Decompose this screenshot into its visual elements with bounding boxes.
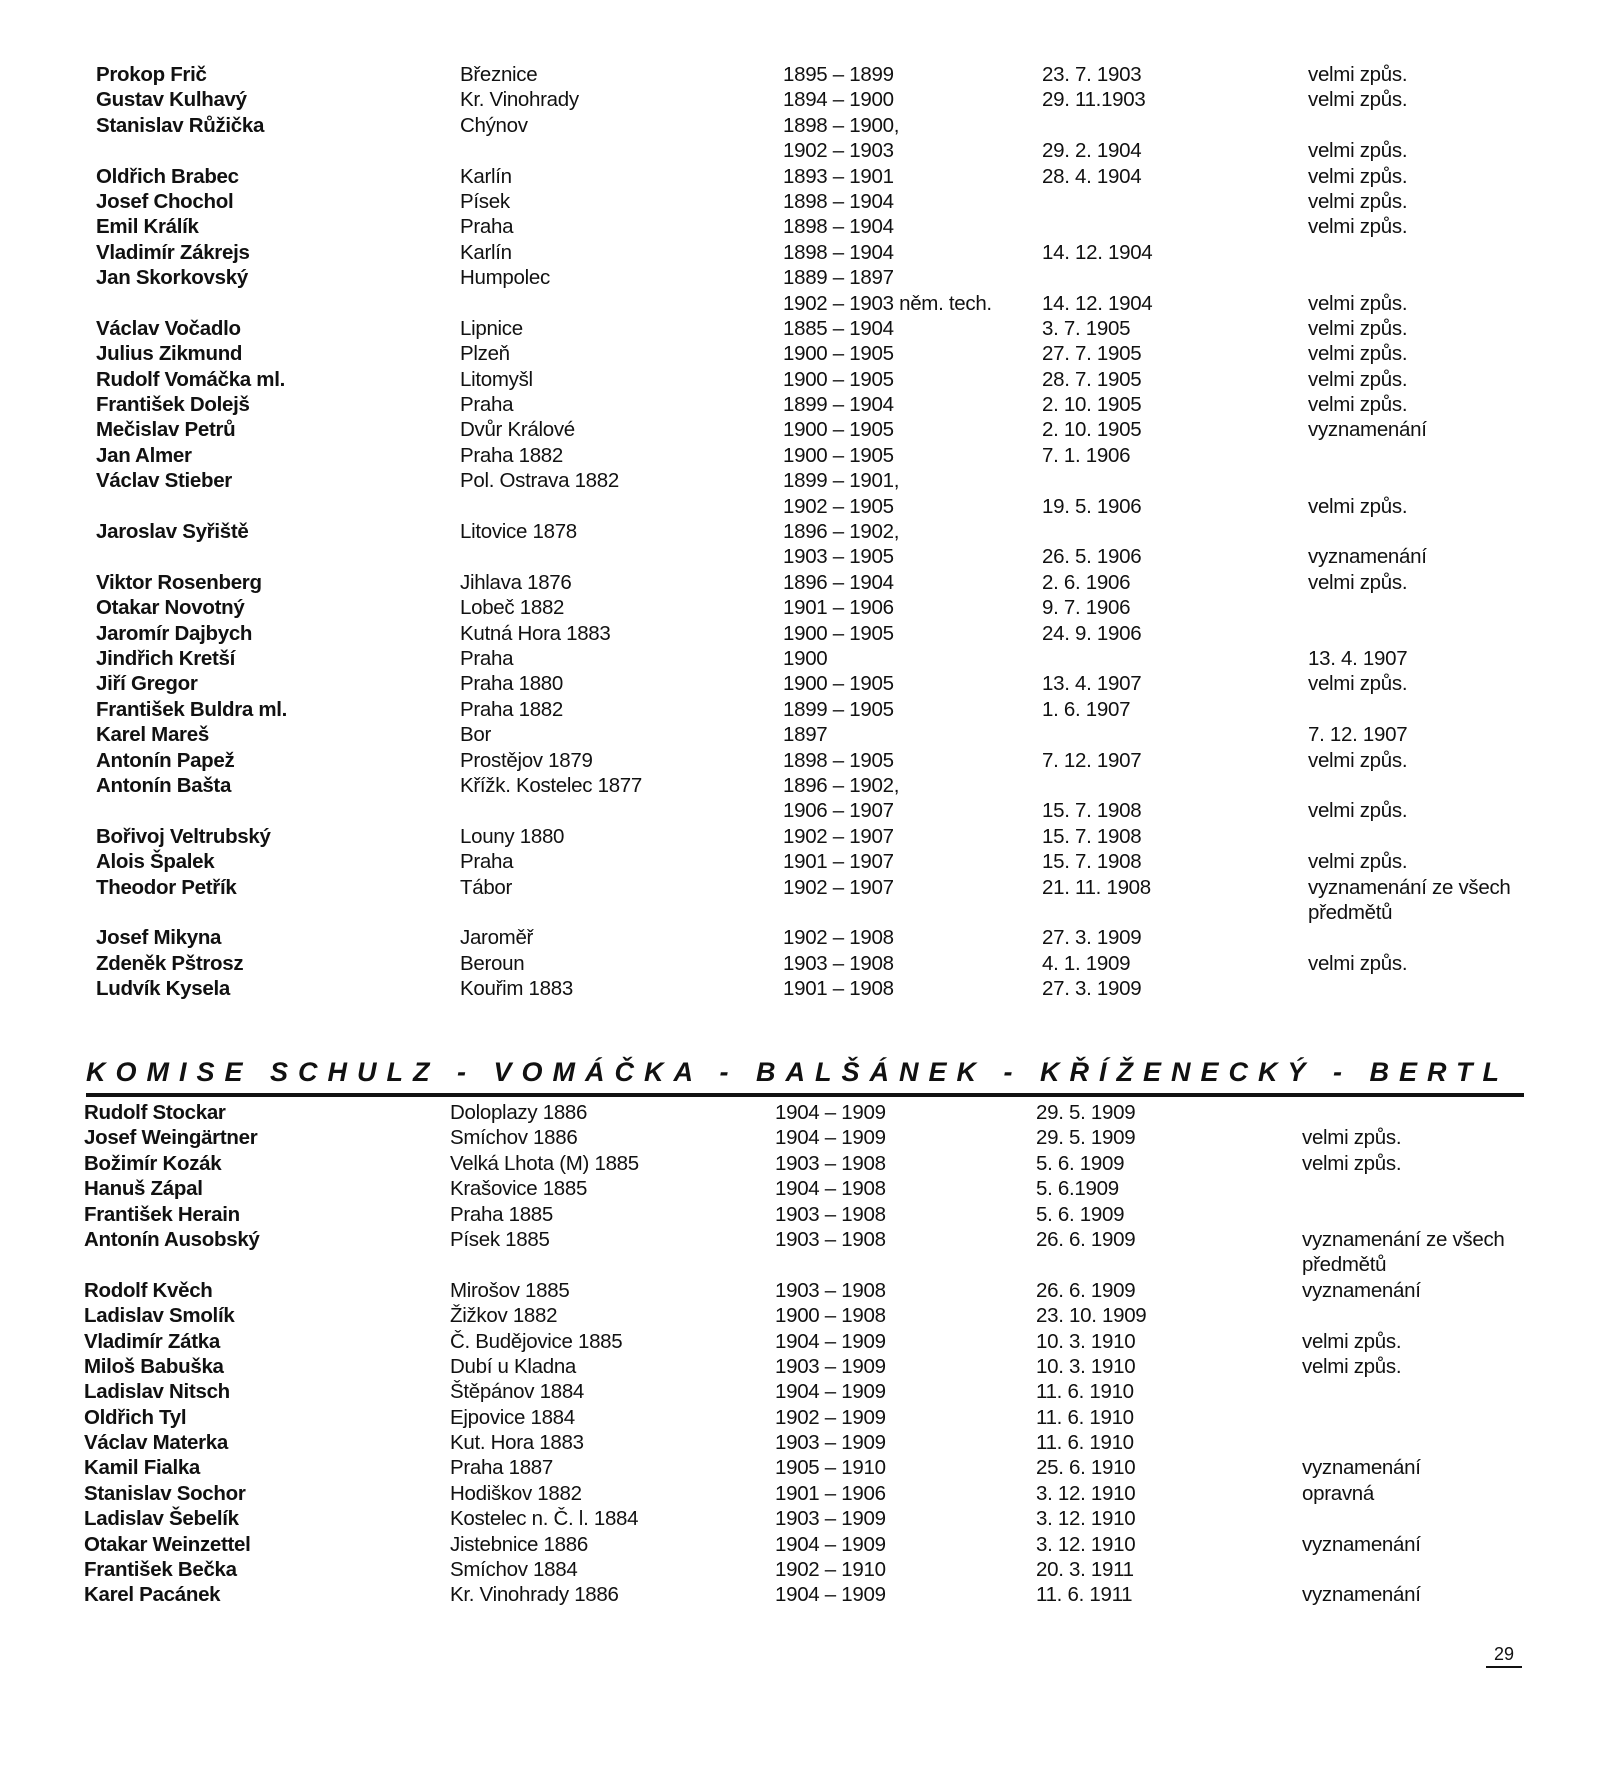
date-cell: 7. 1. 1906: [1042, 443, 1131, 467]
date-cell: 27. 7. 1905: [1042, 342, 1142, 366]
place-cell: Chýnov: [460, 113, 528, 137]
name-cell: Kamil Fialka: [84, 1456, 201, 1480]
table-row: [0, 798, 1600, 823]
place-cell: Prostějov 1879: [460, 748, 593, 772]
name-cell: František Buldra ml.: [96, 697, 288, 721]
name-cell: Prokop Frič: [96, 63, 207, 86]
date-cell: 29. 5. 1909: [1036, 1126, 1136, 1150]
date-cell: 14. 12. 1904: [1042, 291, 1153, 315]
place-cell: Beroun: [460, 951, 525, 975]
years-cell: 1904 – 1909: [775, 1101, 886, 1124]
table-row: [0, 113, 1600, 138]
name-cell: Vladimír Zátka: [84, 1329, 220, 1353]
place-cell: Praha: [460, 850, 514, 874]
name-cell: Jaromír Dajbych: [96, 621, 253, 645]
place-cell: Plzeň: [460, 342, 510, 366]
name-cell: Otakar Weinzettel: [84, 1532, 251, 1556]
name-cell: Rudolf Vomáčka ml.: [96, 367, 286, 391]
table-row: [0, 697, 1600, 722]
years-cell: 1904 – 1909: [775, 1126, 886, 1150]
table-row: [0, 1557, 1600, 1582]
place-cell: Karlín: [460, 240, 512, 264]
place-cell: Lipnice: [460, 316, 523, 340]
date-cell: 3. 12. 1910: [1036, 1532, 1136, 1556]
name-cell: Miloš Babuška: [84, 1354, 224, 1378]
note-cell: velmi způs.: [1308, 748, 1408, 772]
note-cell: velmi způs.: [1302, 1329, 1402, 1353]
years-cell: 1900: [783, 646, 828, 670]
table-row: [0, 519, 1600, 544]
table-row: [0, 722, 1600, 747]
table-row: [0, 62, 1600, 87]
note-cell: opravná: [1302, 1481, 1374, 1505]
date-cell: 14. 12. 1904: [1042, 240, 1153, 264]
place-cell: Bor: [460, 723, 492, 747]
table-row: [0, 392, 1600, 417]
table-row: [0, 494, 1600, 519]
date-cell: 13. 4. 1907: [1042, 672, 1142, 696]
years-cell: 1903 – 1908: [775, 1227, 886, 1251]
table-row: [0, 341, 1600, 366]
years-cell: 1904 – 1908: [775, 1177, 886, 1201]
table-row: [0, 1405, 1600, 1430]
note-cell: velmi způs.: [1308, 494, 1408, 518]
name-cell: Jan Almer: [96, 443, 192, 467]
table-row: [0, 468, 1600, 493]
table-row: [0, 1100, 1600, 1125]
place-cell: Jihlava 1876: [460, 570, 572, 594]
table-row: [0, 316, 1600, 341]
place-cell: Jistebnice 1886: [450, 1532, 588, 1556]
name-cell: Josef Weingärtner: [84, 1126, 258, 1150]
place-cell: Litovice 1878: [460, 520, 577, 544]
table-row: [0, 1303, 1600, 1328]
years-cell: 1901 – 1908: [783, 977, 894, 1001]
years-cell: 1898 – 1904: [783, 215, 894, 239]
table-row: [0, 900, 1600, 925]
place-cell: Pol. Ostrava 1882: [460, 469, 619, 493]
place-cell: Jaroměř: [460, 926, 534, 950]
years-cell: 1898 – 1904: [783, 189, 894, 213]
date-cell: 24. 9. 1906: [1042, 621, 1142, 645]
table-row: [0, 544, 1600, 569]
date-cell: 3. 12. 1910: [1036, 1507, 1136, 1531]
place-cell: Praha 1882: [460, 443, 564, 467]
table-row: [0, 976, 1600, 1001]
place-cell: Praha: [460, 393, 514, 417]
note-cell: 7. 12. 1907: [1308, 723, 1408, 747]
place-cell: Štěpánov 1884: [450, 1380, 585, 1404]
years-cell: 1903 – 1908: [783, 951, 894, 975]
note-cell: velmi způs.: [1308, 393, 1408, 417]
place-cell: Dubí u Kladna: [450, 1354, 577, 1378]
name-cell: Ludvík Kysela: [96, 977, 230, 1001]
name-cell: Karel Pacánek: [84, 1583, 221, 1607]
years-cell: 1903 – 1909: [775, 1507, 886, 1531]
name-cell: Ladislav Nitsch: [84, 1380, 230, 1404]
years-cell: 1905 – 1910: [775, 1456, 886, 1480]
table-row: [0, 773, 1600, 798]
place-cell: Tábor: [460, 875, 513, 899]
date-cell: 15. 7. 1908: [1042, 799, 1142, 823]
date-cell: 11. 6. 1910: [1036, 1405, 1134, 1429]
place-cell: Karlín: [460, 164, 512, 188]
table-row: [0, 621, 1600, 646]
date-cell: 19. 5. 1906: [1042, 494, 1142, 518]
name-cell: Jiří Gregor: [96, 672, 198, 696]
name-cell: Ladislav Smolík: [84, 1304, 235, 1328]
name-cell: Zdeněk Pštrosz: [96, 951, 244, 975]
name-cell: Oldřich Tyl: [84, 1405, 187, 1429]
date-cell: 2. 10. 1905: [1042, 393, 1142, 417]
years-cell: 1900 – 1908: [775, 1304, 886, 1328]
place-cell: Kostelec n. Č. l. 1884: [450, 1507, 639, 1531]
table-row: [0, 443, 1600, 468]
name-cell: Vladimír Zákrejs: [96, 240, 250, 264]
date-cell: 15. 7. 1908: [1042, 824, 1142, 848]
section-heading: KOMISE SCHULZ - VOMÁČKA - BALŠÁNEK - KŘÍŽENECKÝ - BERTL: [86, 1057, 1509, 1087]
note-cell: velmi způs.: [1308, 215, 1408, 239]
table-row: [0, 138, 1600, 163]
years-cell: 1902 – 1908: [783, 926, 894, 950]
years-cell: 1902 – 1905: [783, 494, 894, 518]
date-cell: 27. 3. 1909: [1042, 977, 1142, 1001]
years-cell: 1902 – 1910: [775, 1558, 886, 1582]
date-cell: 10. 3. 1910: [1036, 1354, 1136, 1378]
table-row: [0, 951, 1600, 976]
place-cell: Praha 1882: [460, 697, 564, 721]
years-cell: 1889 – 1897: [783, 266, 894, 290]
note-cell: vyznamenání: [1302, 1456, 1421, 1480]
note-cell: velmi způs.: [1308, 316, 1408, 340]
name-cell: Jindřich Kretší: [96, 646, 236, 670]
date-cell: 20. 3. 1911: [1036, 1558, 1134, 1582]
table-row: [0, 875, 1600, 900]
date-cell: 4. 1. 1909: [1042, 951, 1131, 975]
years-cell: 1900 – 1905: [783, 342, 894, 366]
name-cell: Rodolf Kvěch: [84, 1278, 213, 1302]
table-row: [0, 265, 1600, 290]
date-cell: 15. 7. 1908: [1042, 850, 1142, 874]
table-row: [0, 1455, 1600, 1480]
date-cell: 11. 6. 1911: [1036, 1583, 1133, 1607]
note-cell: vyznamenání: [1308, 545, 1427, 569]
place-cell: Březnice: [460, 63, 538, 86]
name-cell: Božimír Kozák: [84, 1151, 222, 1175]
date-cell: 28. 4. 1904: [1042, 164, 1142, 188]
name-cell: Hanuš Zápal: [84, 1177, 203, 1201]
note-cell: velmi způs.: [1308, 139, 1408, 163]
note-cell: vyznamenání: [1308, 418, 1427, 442]
date-cell: 3. 12. 1910: [1036, 1481, 1136, 1505]
table-row: [0, 925, 1600, 950]
years-cell: 1896 – 1902,: [783, 773, 900, 797]
name-cell: Josef Mikyna: [96, 926, 222, 950]
note-cell: velmi způs.: [1308, 951, 1408, 975]
note-cell: velmi způs.: [1308, 799, 1408, 823]
place-cell: Dvůr Králové: [460, 418, 575, 442]
date-cell: 9. 7. 1906: [1042, 596, 1131, 620]
date-cell: 1. 6. 1907: [1042, 697, 1131, 721]
note-cell: velmi způs.: [1308, 367, 1408, 391]
table-row: [0, 1125, 1600, 1150]
place-cell: Mirošov 1885: [450, 1278, 570, 1302]
place-cell: Doloplazy 1886: [450, 1101, 588, 1124]
years-cell: 1896 – 1902,: [783, 520, 900, 544]
years-cell: 1903 – 1909: [775, 1431, 886, 1455]
table-row: [0, 824, 1600, 849]
date-cell: 11. 6. 1910: [1036, 1380, 1134, 1404]
note-cell: velmi způs.: [1308, 342, 1408, 366]
table-row: [0, 1227, 1600, 1252]
place-cell: Písek: [460, 189, 510, 213]
table-row: [0, 1481, 1600, 1506]
date-cell: 7. 12. 1907: [1042, 748, 1142, 772]
name-cell: Julius Zikmund: [96, 342, 243, 366]
years-cell: 1906 – 1907: [783, 799, 894, 823]
date-cell: 5. 6. 1909: [1036, 1202, 1125, 1226]
place-cell: Praha 1887: [450, 1456, 554, 1480]
note-cell: velmi způs.: [1308, 164, 1408, 188]
date-cell: 29. 11.1903: [1042, 88, 1146, 112]
date-cell: 26. 6. 1909: [1036, 1227, 1136, 1251]
table-row: [0, 1329, 1600, 1354]
place-cell: Smíchov 1886: [450, 1126, 578, 1150]
place-cell: Humpolec: [460, 266, 550, 290]
table-row: [0, 1202, 1600, 1227]
graduates-table-1: [0, 62, 1600, 1001]
place-cell: Kouřim 1883: [460, 977, 573, 1001]
years-cell: 1901 – 1906: [775, 1481, 886, 1505]
years-cell: 1904 – 1909: [775, 1329, 886, 1353]
years-cell: 1898 – 1904: [783, 240, 894, 264]
name-cell: František Herain: [84, 1202, 240, 1226]
table-row: [0, 1430, 1600, 1455]
name-cell: Viktor Rosenberg: [96, 570, 262, 594]
years-cell: 1901 – 1906: [783, 596, 894, 620]
table-row: [0, 367, 1600, 392]
place-cell: Praha 1885: [450, 1202, 554, 1226]
name-cell: Karel Mareš: [96, 723, 209, 747]
name-cell: Václav Materka: [84, 1431, 228, 1455]
table-row: [0, 240, 1600, 265]
years-cell: 1903 – 1908: [775, 1202, 886, 1226]
years-cell: 1900 – 1905: [783, 367, 894, 391]
note-cell: 13. 4. 1907: [1308, 646, 1408, 670]
table-row: [0, 1532, 1600, 1557]
place-cell: Kut. Hora 1883: [450, 1431, 584, 1455]
date-cell: 5. 6. 1909: [1036, 1151, 1125, 1175]
name-cell: Ladislav Šebelík: [84, 1507, 239, 1531]
years-cell: 1902 – 1907: [783, 824, 894, 848]
note-cell: velmi způs.: [1308, 672, 1408, 696]
table-row: [0, 1354, 1600, 1379]
note-cell: předmětů: [1302, 1253, 1387, 1277]
years-cell: 1904 – 1909: [775, 1583, 886, 1607]
table-row: [0, 1582, 1600, 1607]
note-cell: velmi způs.: [1308, 850, 1408, 874]
table-row: [0, 671, 1600, 696]
years-cell: 1895 – 1899: [783, 63, 894, 86]
name-cell: Václav Vočadlo: [96, 316, 241, 340]
note-cell: velmi způs.: [1308, 291, 1408, 315]
place-cell: Kr. Vinohrady: [460, 88, 579, 112]
table-row: [0, 595, 1600, 620]
note-cell: vyznamenání ze všech: [1302, 1227, 1505, 1251]
table-row: [0, 214, 1600, 239]
date-cell: 23. 7. 1903: [1042, 63, 1142, 86]
name-cell: Stanislav Růžička: [96, 113, 265, 137]
place-cell: Litomyšl: [460, 367, 533, 391]
place-cell: Kr. Vinohrady 1886: [450, 1583, 619, 1607]
name-cell: Theodor Petřík: [96, 875, 237, 899]
note-cell: velmi způs.: [1308, 189, 1408, 213]
place-cell: Č. Budějovice 1885: [450, 1329, 623, 1353]
table-row: [0, 1176, 1600, 1201]
place-cell: Smíchov 1884: [450, 1558, 578, 1582]
table-row: [0, 1151, 1600, 1176]
years-cell: 1900 – 1905: [783, 621, 894, 645]
table-row: [0, 189, 1600, 214]
table-row: [0, 87, 1600, 112]
place-cell: Písek 1885: [450, 1227, 550, 1251]
place-cell: Praha: [460, 646, 514, 670]
date-cell: 29. 5. 1909: [1036, 1101, 1136, 1124]
years-cell: 1902 – 1909: [775, 1405, 886, 1429]
date-cell: 27. 3. 1909: [1042, 926, 1142, 950]
years-cell: 1900 – 1905: [783, 443, 894, 467]
table-row: [0, 291, 1600, 316]
place-cell: Ejpovice 1884: [450, 1405, 575, 1429]
date-cell: 2. 6. 1906: [1042, 570, 1131, 594]
note-cell: velmi způs.: [1308, 88, 1408, 112]
date-cell: 26. 6. 1909: [1036, 1278, 1136, 1302]
table-row: [0, 748, 1600, 773]
name-cell: Gustav Kulhavý: [96, 88, 247, 112]
note-cell: velmi způs.: [1308, 63, 1408, 86]
note-cell: velmi způs.: [1302, 1354, 1402, 1378]
years-cell: 1903 – 1905: [783, 545, 894, 569]
heading-rule: [86, 1093, 1524, 1097]
years-cell: 1902 – 1903 něm. tech.: [783, 291, 992, 315]
table-row: [0, 646, 1600, 671]
place-cell: Hodiškov 1882: [450, 1481, 582, 1505]
graduates-table-2: [0, 1100, 1600, 1608]
name-cell: František Bečka: [84, 1558, 237, 1582]
name-cell: Antonín Ausobský: [84, 1227, 260, 1251]
name-cell: Jaroslav Syřiště: [96, 520, 249, 544]
years-cell: 1896 – 1904: [783, 570, 894, 594]
place-cell: Křížk. Kostelec 1877: [460, 773, 643, 797]
years-cell: 1902 – 1903: [783, 139, 894, 163]
place-cell: Lobeč 1882: [460, 596, 565, 620]
table-row: [0, 417, 1600, 442]
note-cell: velmi způs.: [1302, 1151, 1402, 1175]
place-cell: Louny 1880: [460, 824, 565, 848]
name-cell: Josef Chochol: [96, 189, 234, 213]
name-cell: Antonín Papež: [96, 748, 235, 772]
years-cell: 1903 – 1908: [775, 1151, 886, 1175]
date-cell: 11. 6. 1910: [1036, 1431, 1134, 1455]
years-cell: 1900 – 1905: [783, 418, 894, 442]
date-cell: 2. 10. 1905: [1042, 418, 1142, 442]
table-row: [0, 849, 1600, 874]
date-cell: 10. 3. 1910: [1036, 1329, 1136, 1353]
note-cell: vyznamenání ze všech: [1308, 875, 1511, 899]
name-cell: Stanislav Sochor: [84, 1481, 246, 1505]
years-cell: 1904 – 1909: [775, 1380, 886, 1404]
date-cell: 3. 7. 1905: [1042, 316, 1131, 340]
years-cell: 1902 – 1907: [783, 875, 894, 899]
years-cell: 1899 – 1901,: [783, 469, 900, 493]
table-row: [0, 1278, 1600, 1303]
name-cell: Rudolf Stockar: [84, 1101, 226, 1124]
name-cell: Alois Špalek: [96, 850, 215, 874]
years-cell: 1903 – 1909: [775, 1354, 886, 1378]
note-cell: předmětů: [1308, 900, 1393, 924]
date-cell: 29. 2. 1904: [1042, 139, 1142, 163]
date-cell: 21. 11. 1908: [1042, 875, 1151, 899]
place-cell: Praha 1880: [460, 672, 564, 696]
years-cell: 1899 – 1904: [783, 393, 894, 417]
date-cell: 23. 10. 1909: [1036, 1304, 1147, 1328]
name-cell: František Dolejš: [96, 393, 250, 417]
table-row: [0, 1252, 1600, 1277]
years-cell: 1899 – 1905: [783, 697, 894, 721]
years-cell: 1904 – 1909: [775, 1532, 886, 1556]
note-cell: vyznamenání: [1302, 1278, 1421, 1302]
place-cell: Žižkov 1882: [450, 1304, 558, 1328]
name-cell: Emil Králík: [96, 215, 199, 239]
years-cell: 1885 – 1904: [783, 316, 894, 340]
years-cell: 1894 – 1900: [783, 88, 894, 112]
years-cell: 1897: [783, 723, 828, 747]
note-cell: vyznamenání: [1302, 1583, 1421, 1607]
note-cell: velmi způs.: [1308, 570, 1408, 594]
date-cell: 28. 7. 1905: [1042, 367, 1142, 391]
place-cell: Krašovice 1885: [450, 1177, 588, 1201]
date-cell: 5. 6.1909: [1036, 1177, 1119, 1201]
years-cell: 1898 – 1905: [783, 748, 894, 772]
note-cell: vyznamenání: [1302, 1532, 1421, 1556]
table-row: [0, 164, 1600, 189]
table-row: [0, 1379, 1600, 1404]
date-cell: 26. 5. 1906: [1042, 545, 1142, 569]
place-cell: Kutná Hora 1883: [460, 621, 611, 645]
name-cell: Oldřich Brabec: [96, 164, 239, 188]
note-cell: velmi způs.: [1302, 1126, 1402, 1150]
name-cell: Antonín Bašta: [96, 773, 232, 797]
years-cell: 1893 – 1901: [783, 164, 894, 188]
place-cell: Praha: [460, 215, 514, 239]
date-cell: 25. 6. 1910: [1036, 1456, 1136, 1480]
table-row: [0, 570, 1600, 595]
years-cell: 1900 – 1905: [783, 672, 894, 696]
name-cell: Bořivoj Veltrubský: [96, 824, 271, 848]
place-cell: Velká Lhota (M) 1885: [450, 1151, 639, 1175]
name-cell: Jan Skorkovský: [96, 266, 248, 290]
years-cell: 1901 – 1907: [783, 850, 894, 874]
years-cell: 1903 – 1908: [775, 1278, 886, 1302]
page-number: 29: [1486, 1642, 1522, 1668]
name-cell: Václav Stieber: [96, 469, 232, 493]
name-cell: Mečislav Petrů: [96, 418, 236, 442]
name-cell: Otakar Novotný: [96, 596, 245, 620]
table-row: [0, 1506, 1600, 1531]
years-cell: 1898 – 1900,: [783, 113, 900, 137]
